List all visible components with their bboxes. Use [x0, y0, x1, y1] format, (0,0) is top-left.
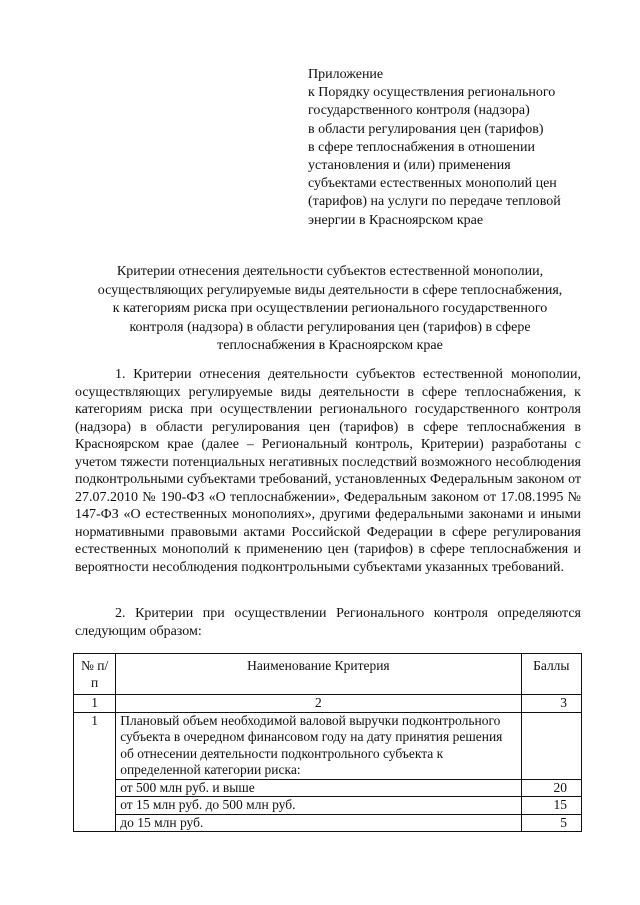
column-number: 3	[521, 695, 581, 713]
appendix-line: в сфере теплоснабжения в отношении	[308, 139, 535, 155]
criterion-num: 1	[74, 712, 116, 832]
appendix-line: установления и (или) применения	[308, 158, 511, 174]
appendix-line: в области регулирования цен (тарифов)	[308, 121, 544, 137]
paragraph-2: 2. Критерии при осуществлении Регионального контроля определяются следующим образом:	[75, 606, 581, 639]
title-line: к категориям риска при осуществлении регионального государственного	[112, 301, 548, 316]
header-points: Баллы	[521, 654, 581, 695]
table-row	[74, 712, 582, 779]
paragraph-1: 1. Критерии отнесения деятельности субъектов естественной монополии, осуществляющих регулируемые виды деятельности в сфере теплоснабжения, к категориям риска при осуществлении регионального государственного контроля (надзора) в области регулирования цен (тарифов) в сфере теплоснабжения в Красноярском крае (далее – Региональный контроль, Критерии) разработаны с учетом тяжести потенциальных негативных последствий возможного несоблюдения подконтрольными субъектами требований, установленных Федеральным законом от 27.07.2010 № 190-ФЗ «О теплоснабжении», Федеральным законом от 17.08.1995 № 147-ФЗ «О естественных монополиях», другими федеральными законами и иными нормативными правовыми актами Российской Федерации в сфере регулирования естественных монополий к применению цен (тарифов) в сфере теплоснабжения и вероятности несоблюдения подконтрольными субъектами указанных требований.	[75, 367, 581, 575]
criterion-points	[521, 712, 581, 779]
title-line: Критерии отнесения деятельности субъектов естественной монополии,	[116, 264, 544, 279]
table-row	[74, 797, 582, 815]
table-header-row	[74, 654, 582, 695]
appendix-line: к Порядку осуществления регионального	[308, 85, 556, 101]
appendix-line: энергии в Красноярском крае	[308, 212, 484, 228]
column-numbers-row	[74, 695, 582, 713]
title-line: контроля (надзора) в области регулирования цен (тарифов) в сфере	[129, 319, 531, 335]
title-line: теплоснабжения в Красноярском крае	[217, 338, 443, 353]
option-label: от 15 млн руб. до 500 млн руб.	[116, 797, 521, 815]
option-points: 20	[521, 779, 581, 797]
title-line: осуществляющих регулируемые виды деятельности в сфере теплоснабжения,	[97, 282, 563, 298]
appendix-note	[308, 66, 608, 230]
appendix-line: субъектами естественных монополий цен	[308, 176, 557, 192]
header-name: Наименование Критерия	[116, 654, 521, 695]
option-points: 15	[521, 797, 581, 815]
column-number: 2	[116, 695, 521, 713]
table-row	[74, 814, 582, 832]
option-points: 5	[521, 814, 581, 832]
appendix-line: государственного контроля (надзора)	[308, 103, 530, 119]
appendix-line: (тарифов) на услуги по передаче тепловой	[308, 194, 561, 210]
header-num: № п/п	[74, 654, 116, 695]
option-label: от 500 млн руб. и выше	[116, 779, 521, 797]
criteria-table	[73, 653, 582, 832]
criterion-text: Плановый объем необходимой валовой выручки подконтрольного субъекта в очередном финансовом году на дату принятия решения об отнесении деятельности подконтрольного субъекта к определенной категории риска:	[116, 712, 521, 779]
option-label: до 15 млн руб.	[116, 814, 521, 832]
appendix-line: Приложение	[308, 67, 384, 82]
column-number: 1	[74, 695, 116, 713]
table-row	[74, 779, 582, 797]
document-title	[70, 263, 590, 356]
